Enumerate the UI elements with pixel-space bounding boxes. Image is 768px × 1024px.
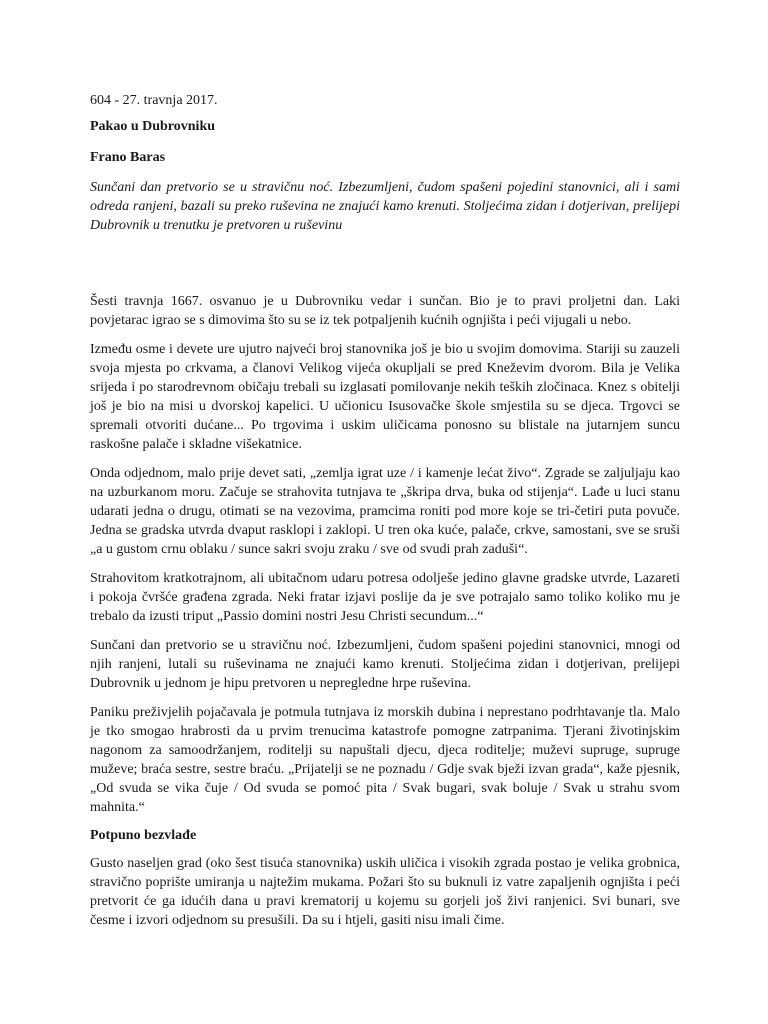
paragraph: Šesti travnja 1667. osvanuo je u Dubrovniku vedar i sunčan. Bio je to pravi proljetni dan. Laki povjetarac igrao se s dimovima što su se iz tek potpaljenih kućnih ognjišta i peći vijugali u nebo. [90,294,680,328]
issue-date: 604 - 27. travnja 2017. [90,93,218,108]
article-page [90,92,680,940]
section-subheading: Potpuno bezvlađe [90,828,197,843]
paragraph: Sunčani dan pretvorio se u stravičnu noć. Izbezumljeni, čudom spašeni pojedini stanovnici, mnogi od njih ranjeni, lutali su ruševinama ne znajući kamo krenuti. Stoljećima zidan i dotjerivan, prelijepi Dubrovnik u jednom je hipu pretvoren u nepregledne hrpe ruševina. [90,638,680,691]
article-lead: Sunčani dan pretvorio se u stravičnu noć. Izbezumljeni, čudom spašeni pojedini stanovnici, ali i sami odreda ranjeni, bazali su preko ruševina ne znajući kamo krenuti. Stoljećima zidan i dotjerivan, prelijepi Dubrovnik u trenutku je pretvoren u ruševinu [90,180,680,233]
article-title: Pakao u Dubrovniku [90,119,216,134]
paragraph: Strahovitom kratkotrajnom, ali ubitačnom udaru potresa odolješe jedino glavne gradske utvrde, Lazareti i pokoja čvršće građena zgrada. Neki fratar izjavi poslije da je sve potrajalo samo toliko koliko mu je trebalo da izusti triput „Passio domini nostri Jesu Christi secundum...“ [90,571,680,624]
article-author: Frano Baras [90,150,166,165]
paragraph: Između osme i devete ure ujutro najveći broj stanovnika još je bio u svojim domovima. Stariji su zauzeli svoja mjesta po crkvama, a članovi Velikog vijeća okupljali se pred Kneževim dvorom. Bila je Velika srijeda i po starodrevnom običaju trebali su izglasati pomilovanje nekih teških zločinaca. Knez s obitelji još je bio na misi u dvorskoj kapelici. U učionicu Isusovačke škole smjestila su se djeca. Trgovci se spremali otvoriti dućane... Po trgovima i uskim uličicama ponosno su blistale na jutarnjem suncu raskošne palače i skladne višekatnice. [90,342,680,452]
paragraph: Paniku preživjelih pojačavala je potmula tutnjava iz morskih dubina i neprestano podrhtavanje tla. Malo je tko smogao hrabrosti da u prvim trenucima katastrofe pomogne zatrpanima. Tjerani životinjskim nagonom za samoodržanjem, roditelji su napuštali djecu, djeca roditelje; muževi supruge, supruge muževe; braća sestre, sestre braću. „Prijatelji se ne poznadu / Gdje svak bježi izvan grada“, kaže pjesnik, „Od svuda se vika čuje / Od svuda se pomoć pita / Svak bugari, svak boluje / Svak u strahu svom mahnita.“ [90,705,680,815]
paragraph: Gusto naseljen grad (oko šest tisuća stanovnika) uskih uličica i visokih zgrada postao je velika grobnica, stravično poprište umiranja u najtežim mukama. Požari što su buknuli iz vatre zapaljenih ognjišta i peći pretvorit će ga idućih dana u pravi krematorij u kojemu su gorjeli još živi ranjenici. Svi bunari, sve česme i izvori odjednom su presušili. Da su i htjeli, gasiti nisu imali čime. [90,856,680,928]
paragraph: Onda odjednom, malo prije devet sati, „zemlja igrat uze / i kamenje lećat živo“. Zgrade se zaljuljaju kao na uzburkanom moru. Začuje se strahovita tutnjava te „škripa drva, buka od stijenja“. Lađe u luci stanu udarati jedna o drugu, otimati se na vezovima, pramcima roniti pod more koje se tri-četiri puta povuče. Jedna se gradska utvrda dvaput rasklopi i zaklopi. U tren oka kuće, palače, crkve, samostani, sve se sruši „a u gustom crnu oblaku / sunce sakri svoju zraku / sve od svudi prah zaduši“. [90,466,680,557]
